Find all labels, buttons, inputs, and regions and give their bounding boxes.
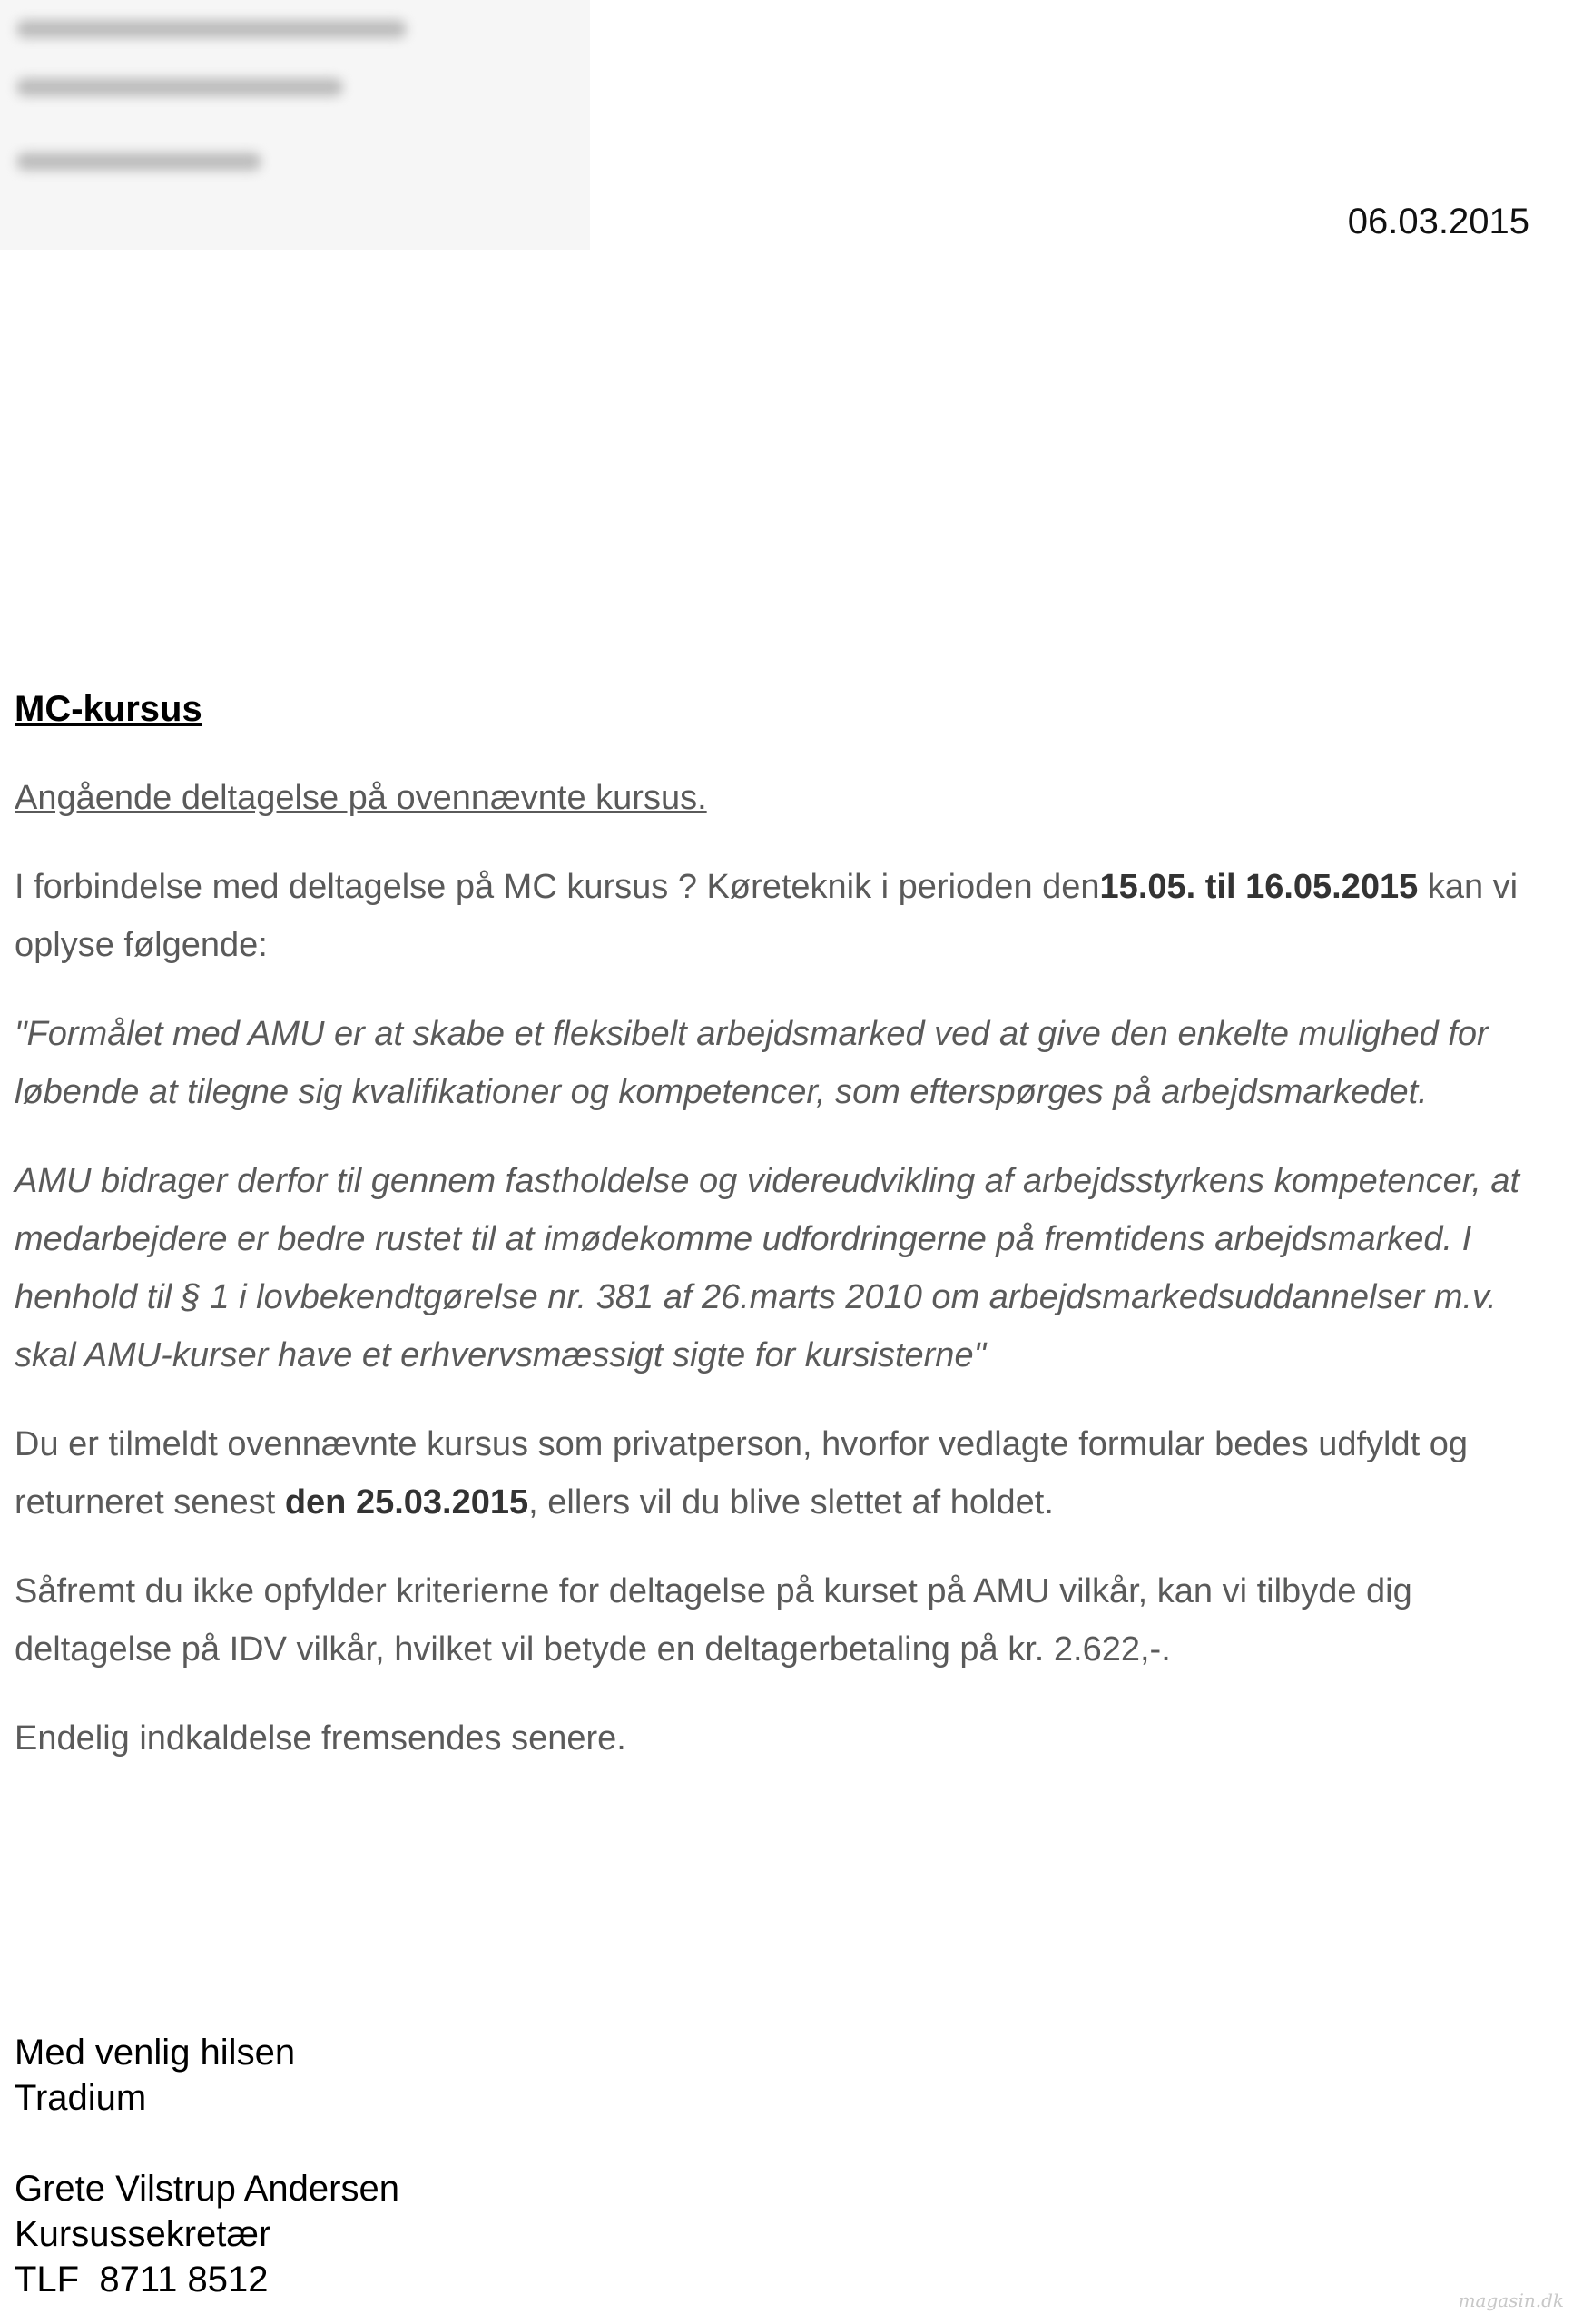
registration-outro: , ellers vil du blive slettet af holdet. xyxy=(528,1483,1054,1521)
paragraph-final-notice: Endelig indkaldelse fremsendes senere. xyxy=(15,1719,626,1758)
signer-phone: TLF 8711 8512 xyxy=(15,2260,269,2299)
registration-intro: Du er tilmeldt ovennævnte kursus som privatperson, hvorfor vedlagte formular bedes udfyldt og returneret senest xyxy=(15,1425,1469,1521)
signer-name: Grete Vilstrup Andersen xyxy=(15,2169,399,2209)
course-period-outro: kan vi oplyse følgende: xyxy=(15,868,1519,964)
paragraph-amu-law: AMU bidrager derfor til gennem fastholdelse og videreudvikling af arbejdsstyrkens kompetencer, at medarbejdere er bedre rustet til at imødekomme udfordringerne på fremtidens arbejdsmarked. I henhold til § 1 i lovbekendtgørelse nr. 381 af 26.marts 2010 om arbejdsmarkedsuddannelser m.v. skal AMU-kurser have et erhvervsmæssigt sigte for kursisterne" xyxy=(15,1162,1520,1374)
signer-title: Kursussekretær xyxy=(15,2214,271,2254)
course-period-intro: I forbindelse med deltagelse på MC kursus ? Køreteknik i perioden den xyxy=(15,868,1100,906)
course-dates: 15.05. til 16.05.2015 xyxy=(1099,868,1419,906)
watermark-logo: magasin.dk xyxy=(1458,2290,1564,2311)
paragraph-amu-purpose: "Formålet med AMU er at skabe et fleksibelt arbejdsmarked ved at give den enkelte mulighed for løbende at tilegne sig kvalifikationer og kompetencer, som efterspørges på arbejdsmarkedet. xyxy=(15,1015,1489,1111)
letter-subject: MC-kursus xyxy=(15,689,202,729)
blurred-address-block xyxy=(0,0,590,250)
closing-organization: Tradium xyxy=(15,2078,147,2118)
letter-closing xyxy=(15,2030,399,2302)
paragraph-regarding: Angående deltagelse på ovennævnte kursus. xyxy=(15,779,707,817)
paragraph-course-period xyxy=(15,858,1548,974)
closing-greeting: Med venlig hilsen xyxy=(15,2033,296,2073)
registration-deadline: den 25.03.2015 xyxy=(284,1483,529,1521)
paragraph-registration xyxy=(15,1415,1548,1531)
letter-body xyxy=(15,685,1548,1798)
paragraph-idv-terms: Såfremt du ikke opfylder kriterierne for deltagelse på kurset på AMU vilkår, kan vi tilbyde dig deltagelse på IDV vilkår, hvilket vil betyde en deltagerbetaling på kr. 2.622,-. xyxy=(15,1572,1412,1669)
letter-date: 06.03.2015 xyxy=(1347,202,1529,241)
